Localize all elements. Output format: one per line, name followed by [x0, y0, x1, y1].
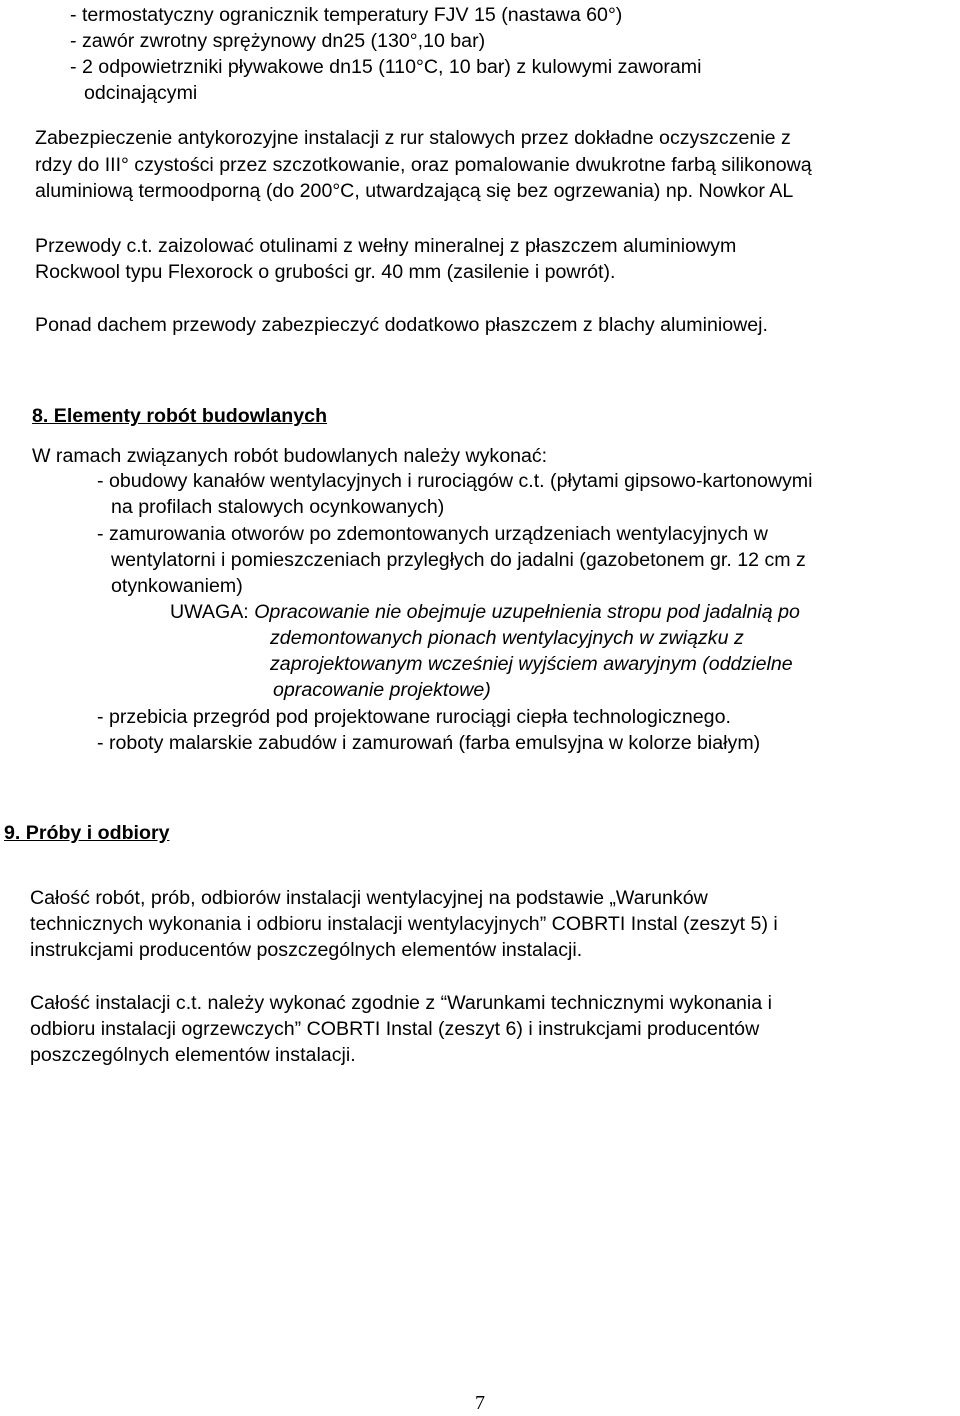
paragraph-line: Zabezpieczenie antykorozyjne instalacji z rur stalowych przez dokładne oczyszczenie z [35, 127, 791, 149]
list-item: - 2 odpowietrzniki pływakowe dn15 (110°C, 10 bar) z kulowymi zaworami [70, 56, 702, 78]
note-text: Opracowanie nie obejmuje uzupełnienia stropu pod jadalnią po [254, 601, 800, 623]
note-label: UWAGA: [170, 601, 255, 623]
note-line: zdemontowanych pionach wentylacyjnych w związku z [270, 627, 744, 649]
paragraph-line: Całość instalacji c.t. należy wykonać zgodnie z “Warunkami technicznymi wykonania i [30, 992, 772, 1014]
paragraph-line: instrukcjami producentów poszczególnych elementów instalacji. [30, 939, 583, 961]
section-intro: W ramach związanych robót budowlanych należy wykonać: [32, 445, 548, 467]
list-item: - zawór zwrotny sprężynowy dn25 (130°,10 bar) [70, 30, 486, 52]
paragraph-line: technicznych wykonania i odbioru instalacji wentylacyjnych” COBRTI Instal (zeszyt 5) i [30, 913, 778, 935]
list-item: - przebicia przegród pod projektowane rurociągi ciepła technologicznego. [97, 706, 731, 728]
paragraph-line: Rockwool typu Flexorock o grubości gr. 40 mm (zasilenie i powrót). [35, 261, 616, 283]
paragraph-line: poszczególnych elementów instalacji. [30, 1044, 356, 1066]
note-line: zaprojektowanym wcześniej wyjściem awaryjnym (oddzielne [270, 653, 793, 675]
list-item-continuation: wentylatorni i pomieszczeniach przyległych do jadalni (gazobetonem gr. 12 cm z [111, 549, 806, 571]
note-line: opracowanie projektowe) [273, 679, 491, 701]
paragraph-line: aluminiową termoodporną (do 200°C, utwardzającą się bez ogrzewania) np. Nowkor AL [35, 180, 794, 202]
list-item-continuation: na profilach stalowych ocynkowanych) [111, 496, 445, 518]
section-heading: 9. Próby i odbiory [4, 822, 170, 844]
list-item: - termostatyczny ogranicznik temperatury FJV 15 (nastawa 60°) [70, 4, 623, 26]
paragraph-line: Przewody c.t. zaizolować otulinami z wełny mineralnej z płaszczem aluminiowym [35, 235, 737, 257]
list-item: - zamurowania otworów po zdemontowanych urządzeniach wentylacyjnych w [97, 523, 768, 545]
list-item: - roboty malarskie zabudów i zamurowań (farba emulsyjna w kolorze białym) [97, 732, 761, 754]
note-line [170, 599, 800, 625]
list-item-continuation: odcinającymi [84, 82, 198, 104]
paragraph-line: Ponad dachem przewody zabezpieczyć dodatkowo płaszczem z blachy aluminiowej. [35, 314, 768, 336]
paragraph-line: odbioru instalacji ogrzewczych” COBRTI Instal (zeszyt 6) i instrukcjami producentów [30, 1018, 760, 1040]
paragraph-line: Całość robót, prób, odbiorów instalacji wentylacyjnej na podstawie „Warunków [30, 887, 708, 909]
section-heading: 8. Elementy robót budowlanych [32, 405, 328, 427]
list-item-continuation: otynkowaniem) [111, 575, 243, 597]
list-item: - obudowy kanałów wentylacyjnych i rurociągów c.t. (płytami gipsowo-kartonowymi [97, 470, 813, 492]
paragraph-line: rdzy do III° czystości przez szczotkowanie, oraz pomalowanie dwukrotne farbą silikonową [35, 154, 812, 176]
page-number: 7 [475, 1392, 485, 1414]
